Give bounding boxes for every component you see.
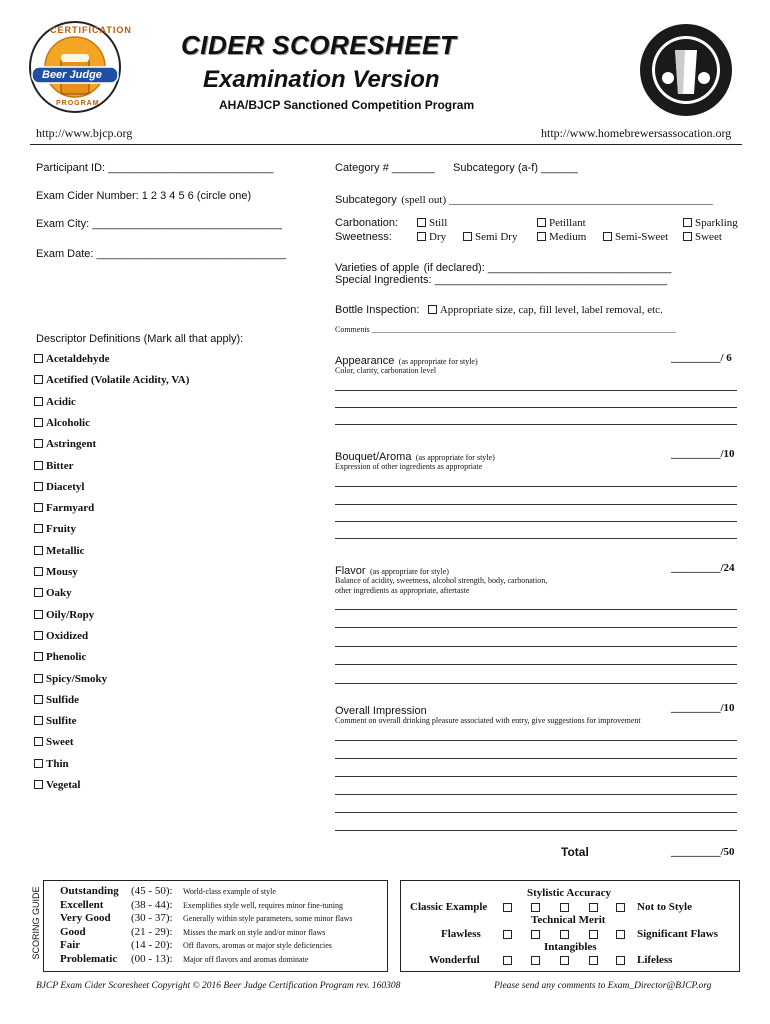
descriptor-label: Diacetyl [46, 480, 85, 493]
checkbox[interactable] [34, 567, 43, 576]
section-hint: (as appropriate for style) [415, 453, 495, 462]
participant-field[interactable]: Participant ID: ___________________________ [36, 162, 274, 174]
descriptor-label: Bitter [46, 459, 74, 472]
descriptor-label: Thin [46, 757, 69, 770]
guide-range: (21 - 29): [131, 925, 173, 938]
guide-level: Excellent [60, 898, 104, 911]
checkbox[interactable] [34, 546, 43, 555]
checkbox[interactable] [34, 354, 43, 363]
section-title: Flavor [335, 565, 366, 577]
sweetness-semi-sweet[interactable]: Semi-Sweet [603, 231, 668, 243]
guide-level: Outstanding [60, 885, 119, 897]
checkbox[interactable] [34, 375, 43, 384]
guide-description: Misses the mark on style and/or minor flaws [183, 927, 326, 937]
descriptor-item[interactable] [34, 396, 76, 408]
section-score[interactable]: _________/ 6 [671, 352, 732, 364]
descriptor-label: Oily/Ropy [46, 608, 95, 621]
guide-description: Off flavors, aromas or major style deficiencies [183, 941, 332, 950]
descriptor-label: Spicy/Smoky [46, 672, 108, 685]
descriptor-item[interactable] [34, 481, 84, 493]
comment-line[interactable] [335, 627, 737, 628]
carbonation-label: Carbonation: [335, 217, 398, 229]
checkbox[interactable] [34, 461, 43, 470]
section-title: Bouquet/Aroma [335, 451, 412, 463]
checkbox[interactable] [531, 930, 540, 939]
not-to-style-label: Not to Style [637, 901, 692, 913]
exam-number-field[interactable]: Exam Cider Number: 1 2 3 4 5 6 (circle one) [36, 190, 252, 202]
aha-logo [638, 22, 734, 118]
comment-line[interactable] [335, 812, 737, 813]
section-description: Balance of acidity, sweetness, alcohol strength, body, carbonation, [335, 576, 548, 585]
checkbox[interactable] [531, 903, 540, 912]
descriptor-item[interactable] [34, 694, 79, 706]
checkbox[interactable] [34, 439, 43, 448]
exam-city-field[interactable]: Exam City: _______________________________ [36, 218, 282, 230]
checkbox[interactable] [560, 903, 569, 912]
comment-line[interactable] [335, 776, 737, 777]
section-score[interactable]: _________/10 [671, 702, 735, 714]
descriptor-label: Alcoholic [46, 416, 90, 429]
guide-range: (30 - 37): [131, 912, 173, 924]
checkbox[interactable] [560, 930, 569, 939]
checkbox[interactable] [34, 674, 43, 683]
logo-top-text: CERTIFICATION [50, 25, 132, 35]
comment-line[interactable] [335, 521, 737, 522]
descriptor-item[interactable] [34, 566, 78, 578]
checkbox[interactable] [589, 956, 598, 965]
checkbox[interactable] [34, 780, 43, 789]
checkbox[interactable] [683, 218, 692, 227]
comment-line[interactable] [335, 390, 737, 391]
header-divider [30, 144, 742, 145]
descriptor-label: Acetified (Volatile Acidity, VA) [46, 374, 190, 387]
descriptor-label: Sulfite [46, 715, 77, 728]
checkbox[interactable] [537, 218, 546, 227]
comment-line[interactable] [335, 609, 737, 610]
category-field[interactable]: Category # _______ [335, 162, 435, 174]
sweetness-medium[interactable]: Medium [537, 231, 586, 243]
checkbox[interactable] [34, 610, 43, 619]
checkbox[interactable] [34, 588, 43, 597]
descriptor-item[interactable] [34, 630, 88, 642]
checkbox[interactable] [428, 305, 437, 314]
descriptor-label: Acidic [46, 395, 76, 408]
guide-level: Fair [60, 939, 81, 951]
page-subtitle: Examination Version [203, 66, 440, 93]
sweetness-semi-dry[interactable]: Semi Dry [463, 231, 517, 243]
guide-description: Generally within style parameters, some minor flaws [183, 914, 353, 923]
comment-line[interactable] [335, 424, 737, 425]
bottle-inspection[interactable] [335, 300, 663, 318]
guide-level: Good [60, 925, 86, 938]
descriptor-item[interactable] [34, 673, 107, 685]
descriptor-item[interactable] [34, 609, 94, 621]
descriptor-label: Fruity [46, 523, 76, 536]
checkbox[interactable] [616, 903, 625, 912]
comment-line[interactable] [335, 758, 737, 759]
descriptor-label: Sweet [46, 736, 74, 749]
section-score[interactable]: _________/24 [671, 562, 735, 574]
checkbox[interactable] [616, 956, 625, 965]
checkbox[interactable] [616, 930, 625, 939]
checkbox[interactable] [503, 930, 512, 939]
logo-mid-text: Beer Judge [42, 69, 102, 81]
comment-line[interactable] [335, 664, 737, 665]
total-label: Total [561, 845, 589, 859]
carbonation-petillant[interactable]: Petillant [537, 217, 586, 229]
section-description-2: other ingredients as appropriate, aftertaste [335, 586, 470, 595]
bjcp-logo [28, 20, 132, 114]
checkbox[interactable] [34, 503, 43, 512]
guide-range: (45 - 50): [131, 885, 173, 897]
checkbox[interactable] [560, 956, 569, 965]
sweetness-sweet[interactable]: Sweet [683, 231, 722, 243]
checkbox[interactable] [34, 482, 43, 491]
checkbox[interactable] [531, 956, 540, 965]
checkbox[interactable] [417, 218, 426, 227]
comment-line[interactable] [335, 486, 737, 487]
checkbox[interactable] [34, 737, 43, 746]
url-aha[interactable]: http://www.homebrewersassocation.org [541, 126, 732, 140]
checkbox[interactable] [537, 232, 546, 241]
exam-date-field[interactable]: Exam Date: _______________________________ [36, 248, 287, 260]
descriptor-item[interactable] [34, 758, 69, 770]
checkbox[interactable] [34, 524, 43, 533]
section-description: Expression of other ingredients as appropriate [335, 462, 483, 471]
descriptor-label: Oxidized [46, 629, 89, 642]
subcategory-field[interactable]: Subcategory (a-f) ______ [453, 162, 578, 174]
footer-copyright: BJCP Exam Cider Scoresheet Copyright © 2016 Beer Judge Certification Program rev. 160308 [36, 981, 401, 991]
technical-merit-label: Technical Merit [531, 914, 606, 926]
classic-example-label: Classic Example [410, 901, 488, 913]
descriptor-item[interactable] [34, 353, 110, 365]
comment-line[interactable] [335, 646, 737, 647]
descriptor-item[interactable] [34, 587, 72, 599]
descriptor-item[interactable] [34, 651, 86, 663]
wonderful-label: Wonderful [429, 954, 480, 966]
page-title: CIDER SCORESHEET [181, 30, 457, 60]
comment-line[interactable] [335, 740, 737, 741]
section-description: Comment on overall drinking pleasure associated with entry, give suggestions for improvement [335, 716, 641, 725]
intangibles-label: Intangibles [544, 941, 597, 953]
descriptor-item[interactable] [34, 438, 96, 450]
descriptor-item[interactable] [34, 417, 90, 429]
section-title: Appearance [335, 355, 395, 367]
significant-flaws-label: Significant Flaws [637, 928, 718, 940]
descriptor-item[interactable] [34, 736, 74, 748]
subcategory-spell-hint: (spell out) ________________________________________________ [401, 194, 713, 206]
lifeless-label: Lifeless [637, 954, 673, 966]
sweetness-label: Sweetness: [335, 231, 392, 243]
descriptor-label: Oaky [46, 587, 72, 600]
descriptor-label: Astringent [46, 438, 97, 451]
comment-line[interactable] [335, 407, 737, 408]
section-title: Overall Impression [335, 705, 427, 717]
comment-line[interactable] [335, 830, 737, 831]
descriptor-item[interactable] [34, 460, 73, 472]
descriptor-label: Acetaldehyde [46, 353, 110, 365]
checkbox[interactable] [34, 418, 43, 427]
varieties-label: Varieties of apple [335, 262, 420, 274]
comment-line[interactable] [335, 538, 737, 539]
stylistic-accuracy-label: Stylistic Accuracy [527, 887, 612, 899]
guide-description: Major off flavors and aromas dominate [183, 954, 309, 964]
guide-description: World-class example of style [183, 887, 276, 896]
comment-line[interactable] [335, 794, 737, 795]
footer-contact: Please send any comments to Exam_Director@BJCP.org [494, 981, 712, 991]
sweetness-dry[interactable]: Dry [417, 231, 446, 243]
varieties-hint: (if declared): ______________________________ [423, 262, 672, 274]
section-hint: (as appropriate for style) [398, 357, 478, 366]
descriptor-item[interactable] [34, 523, 76, 535]
total-score[interactable]: _________/50 [671, 846, 735, 858]
descriptor-label: Farmyard [46, 502, 95, 515]
checkbox[interactable] [417, 232, 426, 241]
descriptor-label: Sulfide [46, 693, 80, 706]
scoring-guide-label: SCORING GUIDE [31, 886, 41, 960]
checkbox[interactable] [589, 903, 598, 912]
descriptor-item[interactable] [34, 779, 80, 791]
checkbox[interactable] [683, 232, 692, 241]
checkbox[interactable] [34, 716, 43, 725]
subcategory-spell-label: Subcategory [335, 194, 397, 206]
descriptor-heading: Descriptor Definitions (Mark all that apply): [36, 333, 244, 345]
checkbox[interactable] [503, 903, 512, 912]
section-score[interactable]: _________/10 [671, 448, 735, 460]
checkbox[interactable] [34, 631, 43, 640]
checkbox[interactable] [589, 930, 598, 939]
checkbox[interactable] [463, 232, 472, 241]
flawless-label: Flawless [441, 928, 481, 940]
guide-range: (14 - 20): [131, 939, 173, 951]
checkbox[interactable] [34, 397, 43, 406]
comment-line[interactable] [335, 683, 737, 684]
guide-level: Very Good [60, 912, 111, 924]
guide-level: Problematic [60, 952, 118, 965]
descriptor-label: Metallic [46, 544, 85, 557]
descriptor-item[interactable] [34, 545, 84, 557]
descriptor-item[interactable] [34, 715, 77, 727]
checkbox[interactable] [34, 652, 43, 661]
url-bjcp[interactable]: http://www.bjcp.org [36, 126, 133, 140]
section-hint: (as appropriate for style) [370, 567, 449, 576]
guide-range: (00 - 13): [131, 952, 173, 965]
bottle-comments[interactable]: Comments ____________________________________________________________________________ [335, 325, 676, 334]
carbonation-sparkling[interactable]: Sparkling [683, 217, 738, 229]
comment-line[interactable] [335, 504, 737, 505]
logo-bottom-text: PROGRAM [56, 100, 100, 107]
carbonation-still[interactable]: Still [417, 217, 447, 229]
guide-description: Exemplifies style well, requires minor fine-tuning [183, 900, 343, 910]
bottle-check[interactable]: Appropriate size, cap, fill level, label removal, etc. [424, 304, 663, 316]
program-line: AHA/BJCP Sanctioned Competition Program [219, 98, 475, 112]
checkbox[interactable] [34, 695, 43, 704]
bottle-label: Bottle Inspection: [335, 304, 420, 316]
special-ingredients-field[interactable]: Special Ingredients: ______________________________________ [335, 274, 668, 286]
checkbox[interactable] [603, 232, 612, 241]
descriptor-item[interactable] [34, 374, 189, 386]
descriptor-label: Vegetal [46, 779, 81, 791]
checkbox[interactable] [503, 956, 512, 965]
descriptor-item[interactable] [34, 502, 94, 514]
checkbox[interactable] [34, 759, 43, 768]
guide-range: (38 - 44): [131, 898, 173, 911]
descriptor-label: Mousy [46, 566, 78, 578]
subcategory-spell-field[interactable] [335, 190, 713, 208]
section-description: Color, clarity, carbonation level [335, 366, 437, 375]
descriptor-label: Phenolic [46, 651, 87, 664]
